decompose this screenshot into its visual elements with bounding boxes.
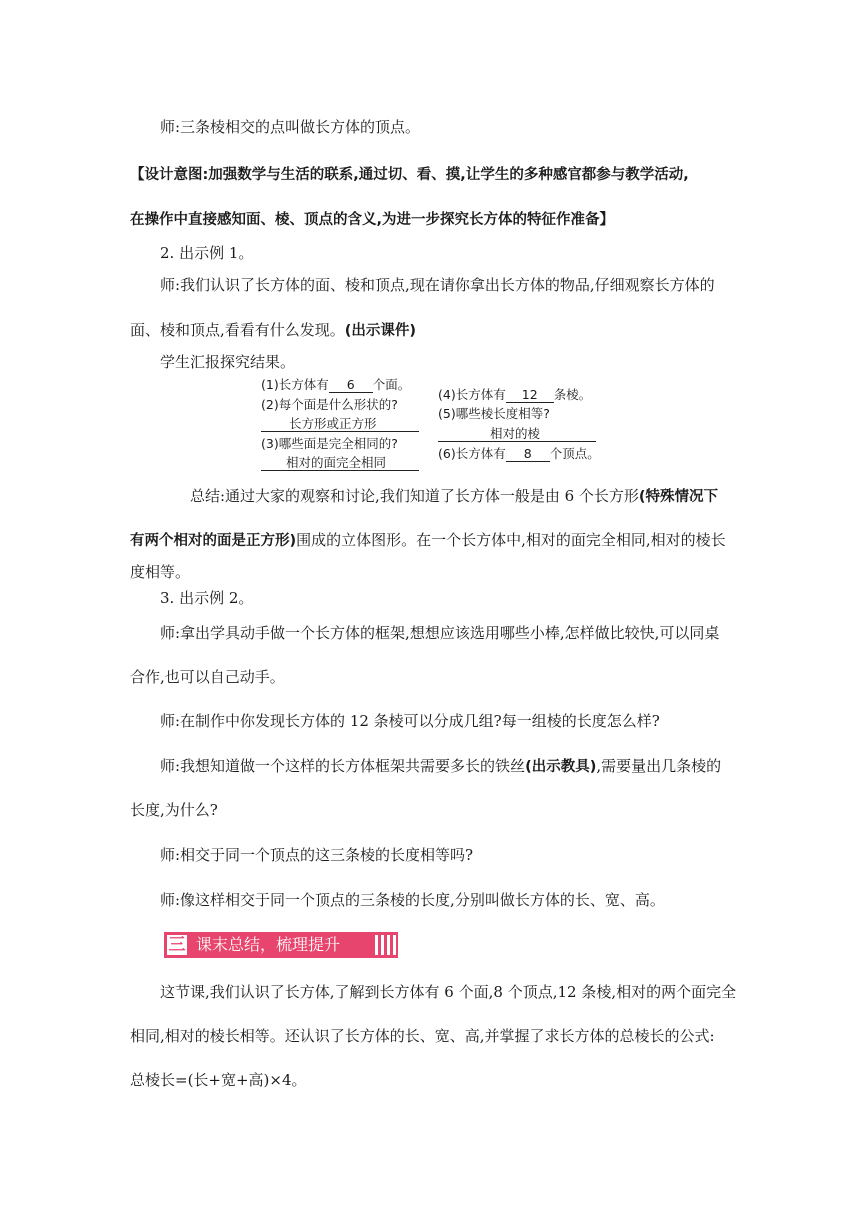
paragraph-vertex: 师:三条棱相交的点叫做长方体的顶点。 [160,118,421,136]
summary-text-1: 总结:通过大家的观察和讨论,我们知道了长方体一般是由 6 个长方形 [190,487,639,505]
ws-q4-suffix: 条棱。 [553,387,592,402]
teacher-paragraph-5-line-2: 长度,为什么? [130,801,218,819]
teacher-paragraph-6: 师:相交于同一个顶点的这三条棱的长度相等吗? [160,846,474,864]
ws-q6 [438,446,600,462]
teacher-paragraph-7: 师:像这样相交于同一个顶点的三条棱的长度,分别叫做长方体的长、宽、高。 [160,891,665,909]
summary-line-1 [190,486,718,507]
conclusion-line-3: 总棱长=(长+宽+高)×4。 [130,1071,307,1089]
design-intent-line-2: 在操作中直接感知面、棱、顶点的含义,为进一步探究长方体的特征作准备】 [130,212,615,228]
ws-q2-answer: 长方形或正方形 [289,416,377,431]
ws-q2: (2)每个面是什么形状的? [261,397,398,412]
teacher-paragraph-2-line-2 [130,320,416,341]
ws-q4-answer: 12 [506,387,554,403]
ws-q1-suffix: 个面。 [372,377,411,392]
conclusion-line-1: 这节课,我们认识了长方体,了解到长方体有 6 个面,8 个顶点,12 条棱,相对的两个面完全 [160,983,737,1001]
ws-q3-answer: 相对的面完全相同 [286,455,387,470]
ws-q5: (5)哪些棱长度相等? [438,406,550,421]
summary-line-2 [130,530,726,551]
summary-special-1: (特殊情况下 [638,489,719,505]
teacher-paragraph-5-line-1 [160,756,721,777]
ws-q6-prefix: (6)长方体有 [438,446,506,461]
ws-q2-underline [261,431,419,432]
ws-q1 [261,377,410,393]
ws-q4 [438,387,591,403]
ws-q6-answer: 8 [506,446,550,462]
ws-q5-underline [438,441,596,442]
teacher-paragraph-2-line-1: 师:我们认识了长方体的面、棱和顶点,现在请你拿出长方体的物品,仔细观察长方体的 [160,276,715,294]
courseware-note: (出示课件) [344,323,417,339]
section-header [164,932,398,958]
ws-q4-prefix: (4)长方体有 [438,387,506,402]
example-2-heading: 3. 出示例 2。 [160,589,254,607]
teaching-aid-note: (出示教具) [525,759,597,775]
ws-q1-answer: 6 [329,377,373,393]
teacher-paragraph-5-text-c: ,需要量出几条棱的 [596,757,722,775]
summary-line-3: 度相等。 [130,563,191,581]
ws-q5-answer: 相对的棱 [490,426,541,441]
student-report: 学生汇报探究结果。 [160,353,296,371]
teacher-paragraph-2-text: 面、棱和顶点,看看有什么发现。 [130,321,345,339]
example-1-heading: 2. 出示例 1。 [160,244,254,262]
conclusion-line-2: 相同,相对的棱长相等。还认识了长方体的长、宽、高,并掌握了求长方体的总棱长的公式: [130,1027,715,1045]
summary-special-2: 有两个相对的面是正方形) [130,533,297,549]
section-stripes-decoration [375,932,396,958]
section-number: 三 [168,935,186,955]
ws-q1-prefix: (1)长方体有 [261,377,329,392]
ws-q3: (3)哪些面是完全相同的? [261,436,398,451]
summary-text-2: 围成的立体图形。在一个长方体中,相对的面完全相同,相对的棱长 [296,531,726,549]
section-title: 课末总结，梳理提升 [196,935,341,954]
design-intent-line-1: 【设计意图:加强数学与生活的联系,通过切、看、摸,让学生的多种感官都参与教学活动, [130,167,689,183]
ws-q6-suffix: 个顶点。 [549,446,600,461]
teacher-paragraph-3-line-1: 师:拿出学具动手做一个长方体的框架,想想应该选用哪些小棒,怎样做比较快,可以同桌 [160,624,720,642]
teacher-paragraph-4: 师:在制作中你发现长方体的 12 条棱可以分成几组?每一组棱的长度怎么样? [160,712,660,730]
teacher-paragraph-5-text-a: 师:我想知道做一个这样的长方体框架共需要多长的铁丝 [160,757,526,775]
ws-q3-underline [261,470,419,471]
teacher-paragraph-3-line-2: 合作,也可以自己动手。 [130,668,285,686]
